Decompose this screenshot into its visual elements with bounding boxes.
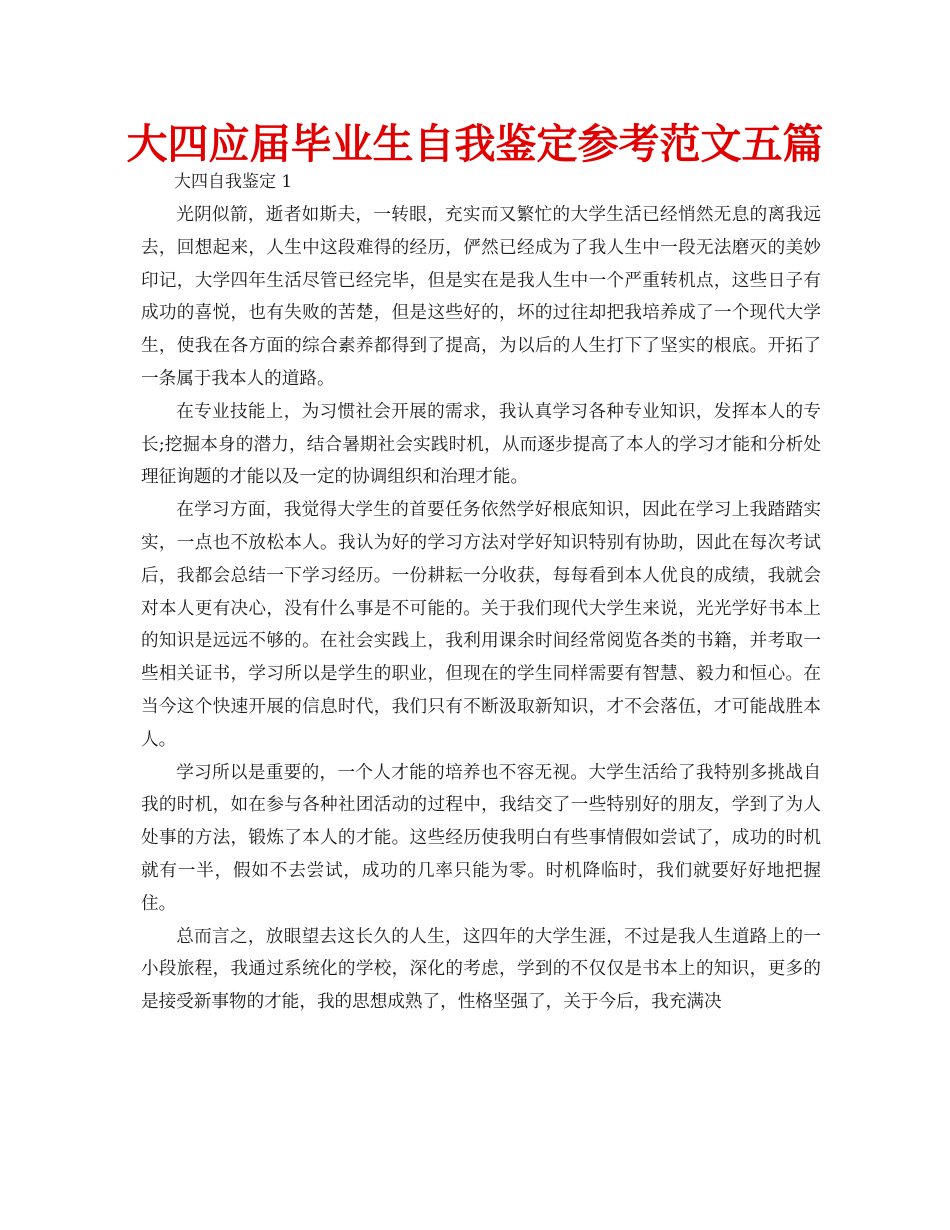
document-title: 大四应届毕业生自我鉴定参考范文五篇: [126, 120, 824, 168]
paragraph: 在学习方面，我觉得大学生的首要任务依然学好根底知识，因此在学习上我踏踏实实，一点也不放松本人。我认为好的学习方法对学好知识特别有协助，因此在每次考试后，我都会总结一下学习经历。一份耕耘一分收获，每每看到本人优良的成绩，我就会对本人更有决心，没有什么事是不可能的。关于我们现代大学生来说，光光学好书本上的知识是远远不够的。在社会实践上，我利用课余时间经常阅览各类的书籍，并考取一些相关证书，学习所以是学生的职业，但现在的学生同样需要有智慧、毅力和恒心。在当今这个快速开展的信息时代，我们只有不断汲取新知识，才不会落伍，才可能战胜本人。: [141, 500, 821, 750]
paragraph: 总而言之，放眼望去这长久的人生，这四年的大学生涯，不过是我人生道路上的一小段旅程，我通过系统化的学校，深化的考虑，学到的不仅仅是书本上的知识，更多的是接受新事物的才能，我的思想成熟了，性格坚强了，关于今后，我充满决: [141, 926, 821, 1013]
paragraph: 光阴似箭，逝者如斯夫，一转眼，充实而又繁忙的大学生活已经悄然无息的离我远去，回想起来，人生中这段难得的经历，俨然已经成为了我人生中一段无法磨灭的美妙印记，大学四年生活尽管已经完毕，但是实在是我人生中一个严重转机点，这些日子有成功的喜悦，也有失败的苦楚，但是这些好的，坏的过往却把我培养成了一个现代大学生，使我在各方面的综合素养都得到了提高，为以后的人生打下了坚实的根底。开拓了一条属于我本人的道路。: [141, 205, 821, 389]
paragraph: 在专业技能上，为习惯社会开展的需求，我认真学习各种专业知识，发挥本人的专长;挖掘本身的潜力，结合暑期社会实践时机，从而逐步提高了本人的学习才能和分析处理征询题的才能以及一定的协调组织和治理才能。: [141, 401, 821, 488]
document-body: [141, 199, 821, 1019]
section-heading: 大四自我鉴定 1: [174, 172, 293, 192]
paragraph: 学习所以是重要的，一个人才能的培养也不容无视。大学生活给了我特别多挑战自我的时机，如在参与各种社团活动的过程中，我结交了一些特别好的朋友，学到了为人处事的方法，锻炼了本人的才能。这些经历使我明白有些事情假如尝试了，成功的时机就有一半，假如不去尝试，成功的几率只能为零。时机降临时，我们就要好好地把握住。: [141, 762, 821, 914]
